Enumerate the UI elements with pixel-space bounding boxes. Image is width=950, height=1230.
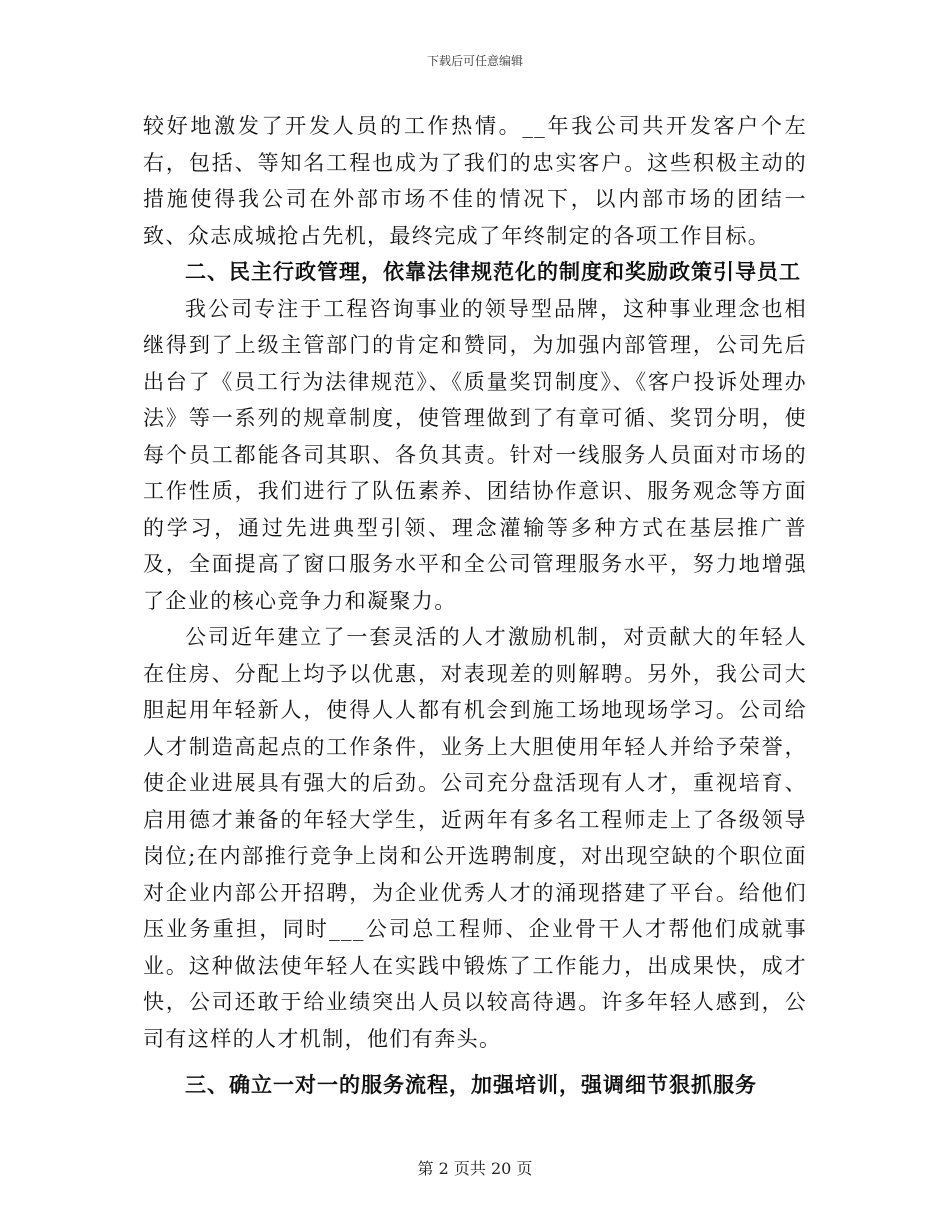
paragraph-talent: 公司近年建立了一套灵活的人才激励机制，对贡献大的年轻人在住房、分配上均予以优惠，对表现差的则解聘。另外，我公司大胆起用年轻新人，使得人人都有机会到施工场地现场学习。公司给人才制造高起点的工作条件，业务上大胆使用年轻人并给予荣誉，使企业进展具有强大的后劲。公司充分盘活现有人才，重视培育、启用德才兼备的年轻大学生，近两年有多名工程师走上了各级领导岗位;在内部推行竞争上岗和公开选聘制度，对出现空缺的个职位面对企业内部公开招聘，为企业优秀人才的涌现搭建了平台。给他们压业务重担，同时___公司总工程师、企业骨干人才帮他们成就事业。这种做法使年轻人在实践中锻炼了工作能力，出成果快，成才快，公司还敢于给业绩突出人员以较高待遇。许多年轻人感到，公司有这样的人才机制，他们有奔头。 (143, 625, 807, 1051)
document-body (143, 108, 807, 1104)
paragraph-management: 我公司专注于工程咨询事业的领导型品牌，这种事业理念也相继得到了上级主管部门的肯定和赞同，为加强内部管理，公司先后出台了《员工行为法律规范》、《质量奖罚制度》、《客户投诉处理办法》等一系列的规章制度，使管理做到了有章可循、奖罚分明，使每个员工都能各司其职、各负其责。针对一线服务人员面对市场的工作性质，我们进行了队伍素养、团结协作意识、服务观念等方面的学习，通过先进典型引领、理念灌输等多种方式在基层推广普及，全面提高了窗口服务水平和全公司管理服务水平，努力地增强了企业的核心竞争力和凝聚力。 (143, 296, 807, 613)
section-heading-2: 二、民主行政管理，依靠法律规范化的制度和奖励政策引导员工 (185, 259, 801, 284)
page-header: 下载后可任意编辑 (426, 54, 523, 68)
paragraph-continued: 较好地激发了开发人员的工作热情。__年我公司共开发客户个左右，包括、等知名工程也成为了我们的忠实客户。这些积极主动的措施使得我公司在外部市场不佳的情况下，以内部市场的团结一致、众志成城抢占先机，最终完成了年终制定的各项工作目标。 (143, 114, 807, 248)
page-number-footer: 第 2 页共 20 页 (417, 1159, 533, 1178)
section-heading-3: 三、确立一对一的服务流程，加强培训，强调细节狠抓服务 (185, 1072, 757, 1097)
